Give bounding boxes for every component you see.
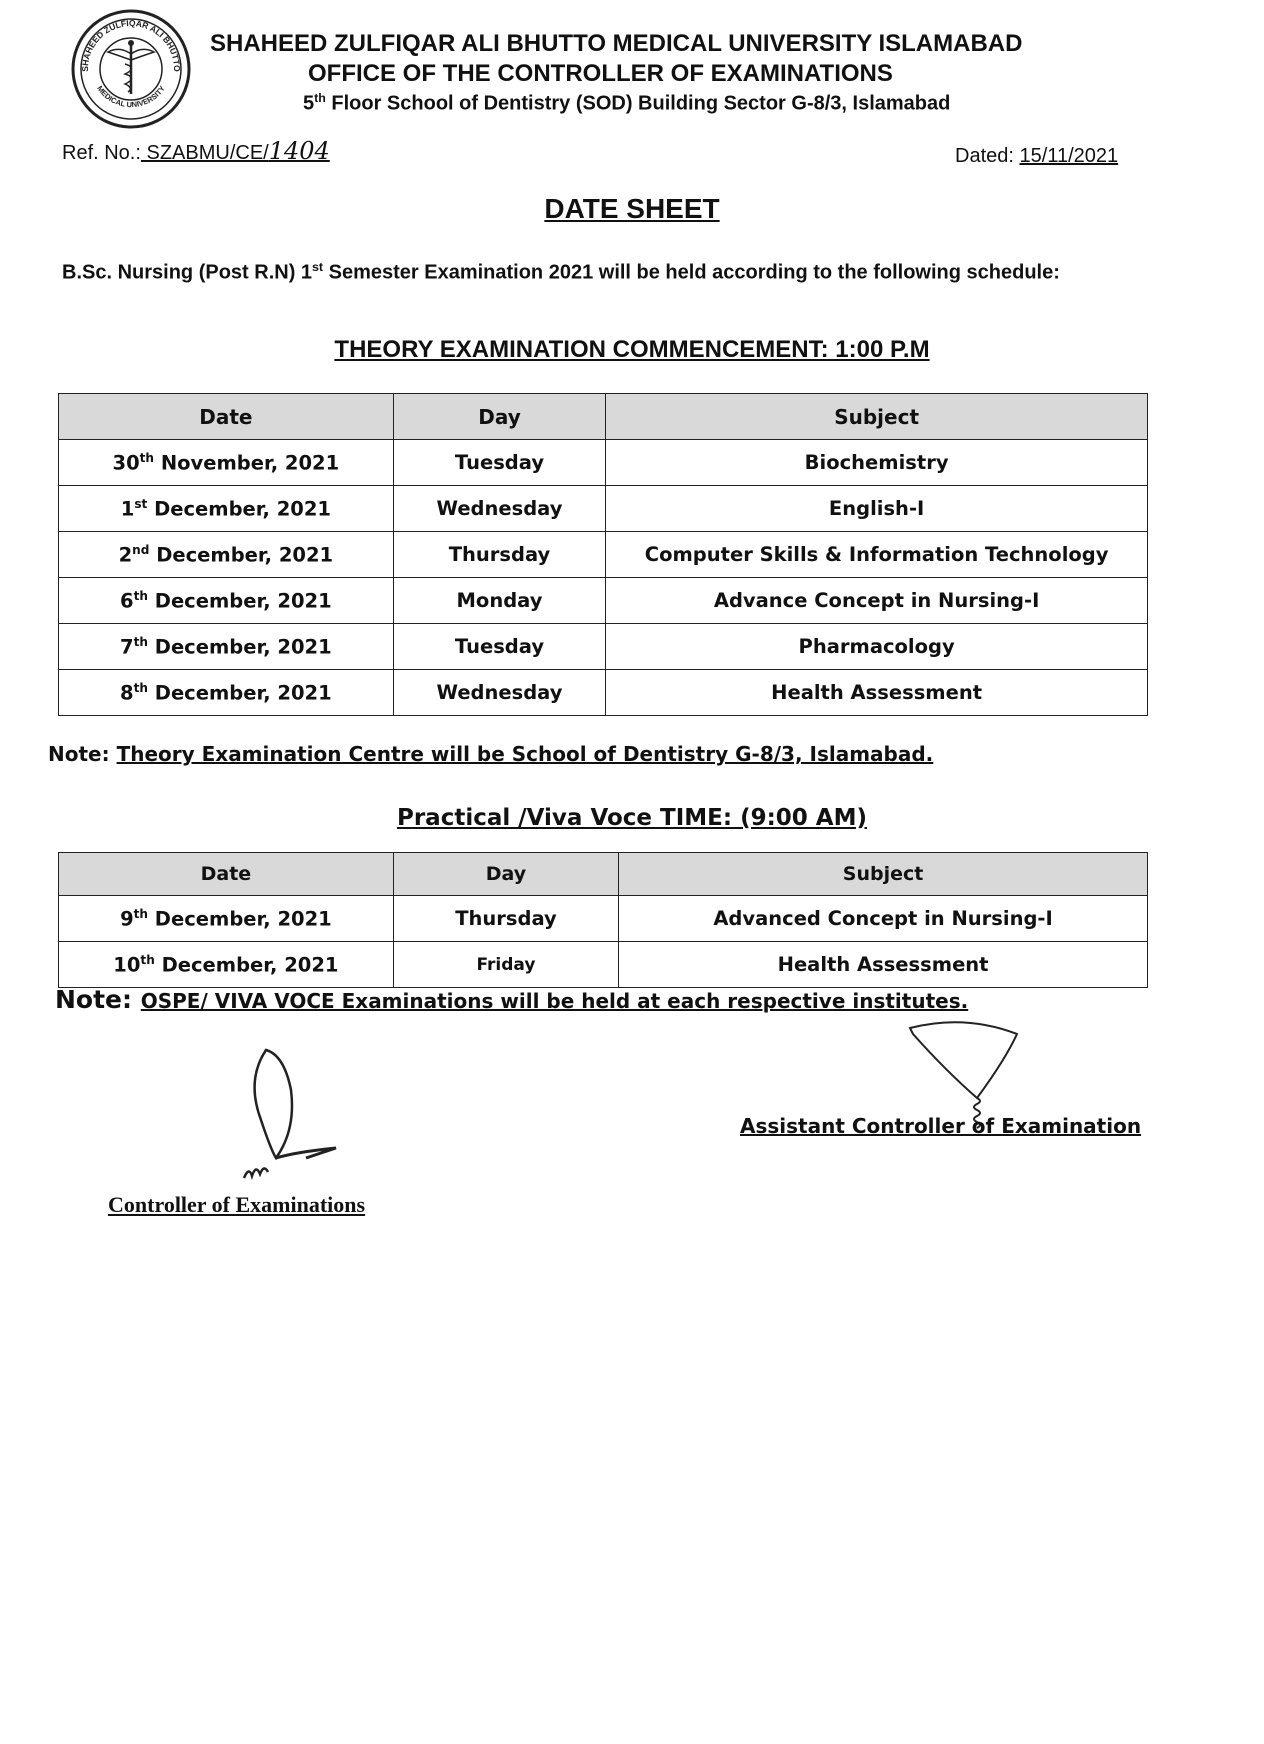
- table-row: [59, 440, 1148, 486]
- subject-cell: Health Assessment: [606, 670, 1148, 716]
- day-cell: Wednesday: [393, 486, 606, 532]
- subject-cell: Biochemistry: [606, 440, 1148, 486]
- date-cell: 30th November, 2021: [59, 440, 394, 486]
- date-cell: 10th December, 2021: [59, 942, 394, 988]
- intro-paragraph: B.Sc. Nursing (Post R.N) 1st Semester Examination 2021 will be held according to the following schedule:: [62, 260, 1060, 284]
- day-cell: Friday: [393, 942, 618, 988]
- document-date: [955, 145, 1118, 168]
- day-cell: Tuesday: [393, 440, 606, 486]
- table-row: [59, 486, 1148, 532]
- svg-text:SHAHEED ZULFIQAR ALI BHUTTO: SHAHEED ZULFIQAR ALI BHUTTO: [79, 17, 183, 72]
- note-label: Note:: [48, 742, 117, 766]
- day-cell: Thursday: [393, 532, 606, 578]
- office-name: OFFICE OF THE CONTROLLER OF EXAMINATIONS: [308, 60, 893, 87]
- viva-location-note: [55, 985, 968, 1014]
- column-header-subject: Subject: [619, 853, 1148, 896]
- date-cell: 9th December, 2021: [59, 896, 394, 942]
- day-cell: Wednesday: [393, 670, 606, 716]
- day-cell: Thursday: [393, 896, 618, 942]
- practical-heading: Practical /Viva Voce TIME: (9:00 AM): [396, 805, 868, 831]
- assistant-controller-title: Assistant Controller of Examination: [740, 1114, 1142, 1138]
- note-text: Theory Examination Centre will be School of Dentistry G-8/3, Islamabad.: [116, 742, 934, 766]
- table-row: [59, 624, 1148, 670]
- ref-label: Ref. No.:: [62, 142, 141, 164]
- svg-text:MEDICAL UNIVERSITY: MEDICAL UNIVERSITY: [95, 84, 167, 110]
- table-header-row: [59, 394, 1148, 440]
- note-label: Note:: [55, 985, 141, 1014]
- controller-signature: [236, 1040, 356, 1190]
- office-address: 5th Floor School of Dentistry (SOD) Building Sector G-8/3, Islamabad: [303, 91, 951, 115]
- subject-cell: Computer Skills & Information Technology: [606, 532, 1148, 578]
- subject-cell: Health Assessment: [619, 942, 1148, 988]
- column-header-day: Day: [393, 853, 618, 896]
- column-header-date: Date: [59, 853, 394, 896]
- subject-cell: Pharmacology: [606, 624, 1148, 670]
- table-row: [59, 896, 1148, 942]
- page-title: DATE SHEET: [544, 193, 720, 224]
- date-cell: 8th December, 2021: [59, 670, 394, 716]
- subject-cell: Advance Concept in Nursing-I: [606, 578, 1148, 624]
- column-header-date: Date: [59, 394, 394, 440]
- date-cell: 7th December, 2021: [59, 624, 394, 670]
- practical-schedule-table: [58, 852, 1148, 988]
- table-row: [59, 670, 1148, 716]
- note-text: OSPE/ VIVA VOCE Examinations will be held at each respective institutes.: [140, 989, 969, 1013]
- day-cell: Tuesday: [393, 624, 606, 670]
- column-header-subject: Subject: [606, 394, 1148, 440]
- ref-handwritten-number: 1404: [268, 137, 330, 165]
- table-row: [59, 532, 1148, 578]
- column-header-day: Day: [393, 394, 606, 440]
- table-row: [59, 578, 1148, 624]
- subject-cell: English-I: [606, 486, 1148, 532]
- date-cell: 6th December, 2021: [59, 578, 394, 624]
- table-header-row: [59, 853, 1148, 896]
- university-name: SHAHEED ZULFIQAR ALI BHUTTO MEDICAL UNIVERSITY ISLAMABAD: [210, 30, 1023, 57]
- date-cell: 2nd December, 2021: [59, 532, 394, 578]
- table-row: [59, 942, 1148, 988]
- controller-title: Controller of Examinations: [108, 1192, 366, 1217]
- ref-value: SZABMU/CE/1404: [140, 137, 330, 165]
- theory-heading: THEORY EXAMINATION COMMENCEMENT: 1:00 P.M: [334, 336, 930, 363]
- university-seal-logo: [68, 6, 194, 132]
- subject-cell: Advanced Concept in Nursing-I: [619, 896, 1148, 942]
- day-cell: Monday: [393, 578, 606, 624]
- theory-schedule-table: [58, 393, 1148, 716]
- date-cell: 1st December, 2021: [59, 486, 394, 532]
- theory-centre-note: [48, 742, 933, 766]
- dated-value: 15/11/2021: [1019, 145, 1119, 167]
- dated-label: Dated:: [955, 145, 1014, 167]
- reference-number: [62, 137, 330, 165]
